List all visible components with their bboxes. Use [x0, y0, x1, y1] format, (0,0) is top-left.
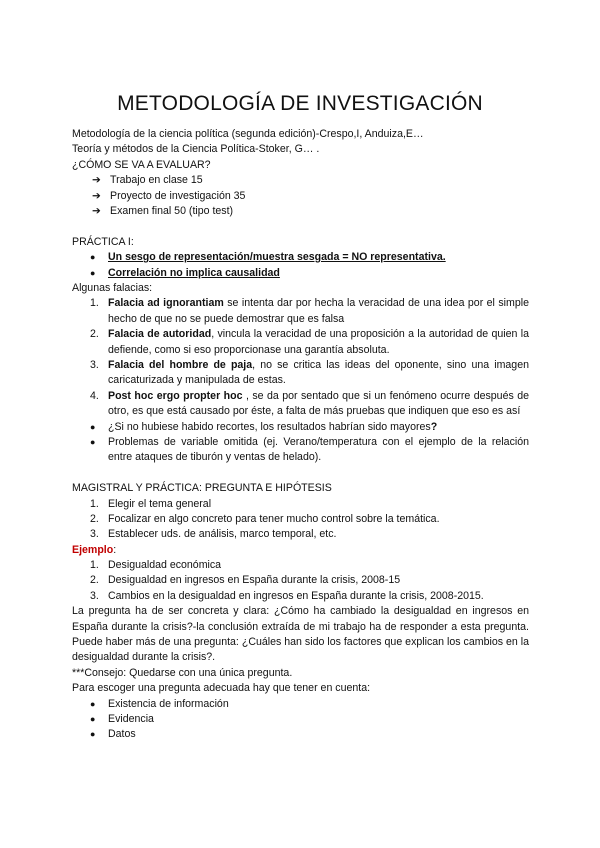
- consejo-line: ***Consejo: Quedarse con una única pregunta.: [72, 666, 293, 679]
- ejemplo-item: [72, 558, 529, 573]
- document-body: [72, 127, 529, 743]
- pregunta-paragraph: La pregunta ha de ser concreta y clara: ¿Cómo ha cambiado la desigualdad en ingresos en España durante la crisis?-la conclusión extraída de mi trabajo ha de responder a esta pregunta. Puede haber más de una pregunta: ¿Cuáles han sido los factores que explican los cambios en la desigualdad durante la crisis?.: [72, 605, 529, 664]
- ejemplo-text: Cambios en la desigualdad en ingresos en España durante la crisis, 2008-2015.: [108, 589, 484, 602]
- step-text: Focalizar en algo concreto para tener mucho control sobre la temática.: [108, 512, 440, 525]
- page-title: METODOLOGÍA DE INVESTIGACIÓN: [117, 92, 483, 115]
- evaluation-item-text: Examen final 50 (tipo test): [110, 204, 234, 217]
- criterio-text: Evidencia: [108, 713, 154, 726]
- falacias-intro: Algunas falacias:: [72, 281, 153, 294]
- bullet-icon: ●: [90, 698, 96, 709]
- list-number: 3.: [90, 358, 99, 371]
- arrow-icon: ➔: [92, 189, 101, 202]
- falacia-item: [72, 358, 529, 389]
- step-item: [72, 527, 529, 542]
- list-item: [72, 266, 529, 281]
- ejemplo-heading: [72, 543, 529, 558]
- criterio-text: Datos: [108, 728, 136, 741]
- bullet-icon: ●: [90, 714, 96, 725]
- correlacion-text: Correlación no implica causalidad: [108, 266, 280, 279]
- step-item: [72, 512, 529, 527]
- evaluation-question: ¿CÓMO SE VA A EVALUAR?: [72, 158, 211, 171]
- falacia-text: , vincula la veracidad de una proposición a la autoridad de quien la defiende, como si eso proporcionase una garantía absoluta.: [108, 328, 529, 356]
- evaluation-item-text: Trabajo en clase 15: [110, 174, 203, 187]
- arrow-icon: ➔: [92, 174, 101, 187]
- falacia-item: [72, 389, 529, 420]
- list-item: [72, 712, 529, 727]
- ejemplo-label: Ejemplo: [72, 543, 114, 556]
- list-number: 1.: [90, 297, 99, 310]
- list-item: [72, 250, 529, 265]
- falacia-name: Post hoc ergo propter hoc: [108, 389, 243, 402]
- bullet-icon: ●: [90, 252, 96, 263]
- falacia-text: , se da por sentado que si un fenómeno ocurre después de otro, es que está causado por éste, a falta de más pruebas que indiquen que eso es así: [108, 389, 530, 418]
- bullet-icon: ●: [90, 267, 96, 278]
- spacer: [72, 466, 529, 481]
- reference-line: Metodología de la ciencia política (segunda edición)-Crespo,I, Anduiza,E…: [72, 128, 424, 140]
- ejemplo-text: Desigualdad en ingresos en España durante la crisis, 2008-15: [108, 574, 401, 587]
- evaluation-item: [72, 204, 529, 219]
- list-number: 1.: [90, 497, 99, 510]
- falacia-name: Falacia ad ignorantiam: [108, 297, 224, 310]
- reference-line: Teoría y métodos de la Ciencia Política-Stoker, G… .: [72, 143, 320, 156]
- list-number: 2.: [90, 512, 99, 525]
- evaluation-item: [72, 173, 529, 188]
- list-number: 3.: [90, 589, 99, 602]
- arrow-icon: ➔: [92, 204, 101, 217]
- bullet-icon: ●: [90, 421, 96, 432]
- ejemplo-item: [72, 589, 529, 604]
- sesgo-text: Un sesgo de representación/muestra sesgada = NO representativa.: [108, 251, 446, 264]
- list-item: [72, 435, 529, 466]
- falacia-item: [72, 327, 529, 358]
- list-number: 4.: [90, 389, 99, 402]
- falacia-name: Falacia de autoridad: [108, 328, 212, 341]
- falacia-item: [72, 296, 529, 327]
- ejemplo-item: [72, 573, 529, 588]
- list-number: 1.: [90, 559, 99, 572]
- list-number: 2.: [90, 328, 99, 341]
- ejemplo-text: Desigualdad económica: [108, 559, 222, 572]
- criterio-text: Existencia de información: [108, 697, 229, 710]
- falacia-text: se intenta dar por hecha la veracidad de una idea por el simple hecho de que no se puede demostrar que es falsa: [108, 297, 529, 325]
- bullet-icon: ●: [90, 436, 96, 447]
- evaluation-item-text: Proyecto de investigación 35: [110, 189, 246, 202]
- step-text: Elegir el tema general: [108, 497, 212, 510]
- recortes-question-mark: ?: [430, 420, 438, 433]
- list-item: [72, 420, 529, 435]
- evaluation-item: [72, 189, 529, 204]
- falacia-text: , no se critica las ideas del oponente, sino una imagen caricaturizada y manipulada de estas.: [108, 358, 529, 387]
- ejemplo-colon: :: [113, 543, 117, 556]
- spacer: [72, 219, 529, 234]
- step-text: Establecer uds. de análisis, marco temporal, etc.: [108, 528, 337, 541]
- step-item: [72, 497, 529, 512]
- falacia-name: Falacia del hombre de paja: [108, 358, 253, 371]
- list-number: 2.: [90, 574, 99, 587]
- escoger-line: Para escoger una pregunta adecuada hay que tener en cuenta:: [72, 682, 371, 695]
- practica-heading: PRÁCTICA I:: [72, 235, 134, 248]
- list-number: 3.: [90, 528, 99, 541]
- list-item: [72, 697, 529, 712]
- omitida-text: Problemas de variable omitida (ej. Verano/temperatura con el ejemplo de la relación entre ataques de tiburón y ventas de helado).: [108, 435, 529, 464]
- recortes-text: ¿Si no hubiese habido recortes, los resultados habrían sido mayores: [108, 420, 431, 433]
- list-item: [72, 727, 529, 742]
- magistral-heading: MAGISTRAL Y PRÁCTICA: PREGUNTA E HIPÓTESIS: [72, 482, 332, 495]
- bullet-icon: ●: [90, 729, 96, 740]
